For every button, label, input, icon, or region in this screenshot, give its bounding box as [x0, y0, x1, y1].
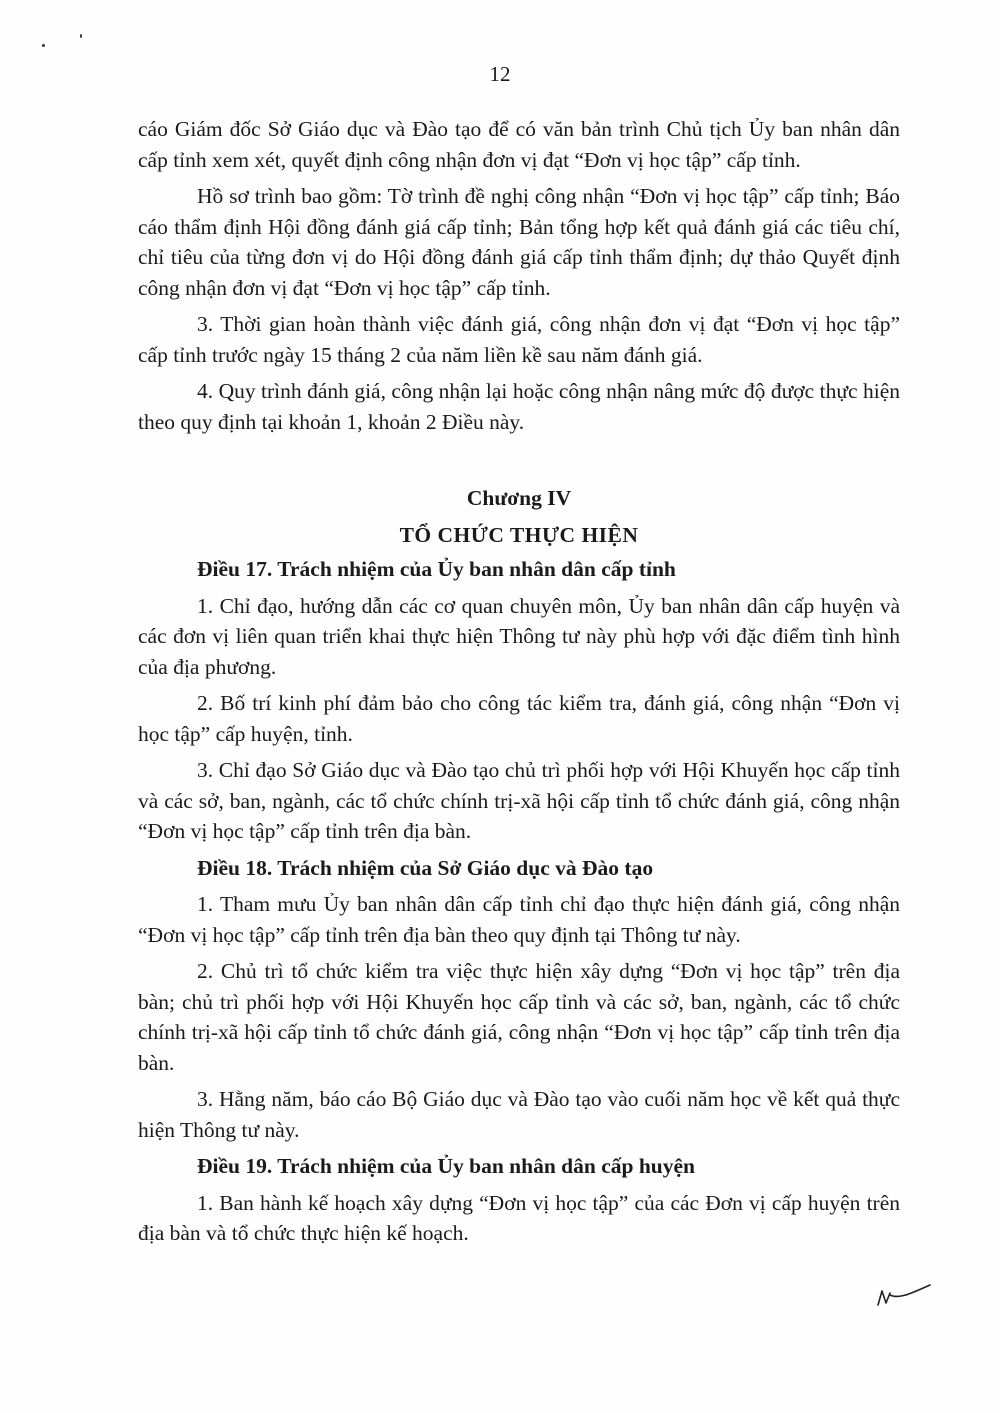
article-17-title: Điều 17. Trách nhiệm của Ủy ban nhân dân cấp tỉnh: [197, 557, 676, 581]
article-18-item-3: 3. Hằng năm, báo cáo Bộ Giáo dục và Đào tạo vào cuối năm học về kết quả thực hiện Thông tư này.: [138, 1087, 900, 1142]
article-19-item-1: 1. Ban hành kế hoạch xây dựng “Đơn vị học tập” của các Đơn vị cấp huyện trên địa bàn và tổ chức thực hiện kế hoạch.: [138, 1190, 900, 1245]
article-17-item-1: 1. Chỉ đạo, hướng dẫn các cơ quan chuyên môn, Ủy ban nhân dân cấp huyện và các đơn vị liên quan triển khai thực hiện Thông tư này phù hợp với đặc điểm tình hình của địa phương.: [138, 593, 900, 679]
scan-speck: [42, 44, 45, 47]
article-17-item-2: 2. Bố trí kinh phí đảm bảo cho công tác kiểm tra, đánh giá, công nhận “Đơn vị học tập” cấp huyện, tỉnh.: [138, 691, 900, 746]
paragraph-continued: cáo Giám đốc Sở Giáo dục và Đào tạo để có văn bản trình Chủ tịch Ủy ban nhân dân cấp tỉnh xem xét, quyết định công nhận đơn vị đạt “Đơn vị học tập” cấp tỉnh.: [138, 117, 900, 172]
article-17-item-3: 3. Chỉ đạo Sở Giáo dục và Đào tạo chủ trì phối hợp với Hội Khuyến học cấp tỉnh và các sở, ban, ngành, các tổ chức chính trị-xã hội cấp tỉnh tổ chức đánh giá, công nhận “Đơn vị học tập” cấp tỉnh trên địa bàn.: [138, 758, 900, 843]
document-body: [138, 114, 900, 1255]
article-19-title: Điều 19. Trách nhiệm của Ủy ban nhân dân cấp huyện: [197, 1154, 696, 1178]
scan-speck: [80, 34, 82, 38]
handwritten-initials-icon: [874, 1281, 934, 1311]
paragraph-item-4: 4. Quy trình đánh giá, công nhận lại hoặc công nhận nâng mức độ được thực hiện theo quy định tại khoản 1, khoản 2 Điều này.: [138, 379, 900, 434]
paragraph-dossier: Hồ sơ trình bao gồm: Tờ trình đề nghị công nhận “Đơn vị học tập” cấp tỉnh; Báo cáo thẩm định Hội đồng đánh giá cấp tỉnh; Bản tổng hợp kết quả đánh giá các tiêu chí, chỉ tiêu của từng đơn vị do Hội đồng đánh giá cấp tỉnh thẩm định; dự thảo Quyết định công nhận đơn vị đạt “Đơn vị học tập” cấp tỉnh.: [138, 184, 900, 300]
article-18-item-2: 2. Chủ trì tổ chức kiểm tra việc thực hiện xây dựng “Đơn vị học tập” trên địa bàn; chủ trì phối hợp với Hội Khuyến học cấp tỉnh và các sở, ban, ngành, các tổ chức chính trị-xã hội cấp tỉnh tổ chức đánh giá, công nhận “Đơn vị học tập” cấp tỉnh trên địa bàn.: [138, 959, 900, 1075]
article-18-item-1: 1. Tham mưu Ủy ban nhân dân cấp tỉnh chỉ đạo thực hiện đánh giá, công nhận “Đơn vị học tập” cấp tỉnh trên địa bàn theo quy định tại Thông tư này.: [138, 892, 900, 947]
article-18-title: Điều 18. Trách nhiệm của Sở Giáo dục và Đào tạo: [197, 855, 654, 880]
chapter-title: TỔ CHỨC THỰC HIỆN: [399, 522, 639, 547]
page-number: 12: [489, 62, 511, 86]
chapter-label: Chương IV: [466, 486, 572, 510]
paragraph-item-3: 3. Thời gian hoàn thành việc đánh giá, công nhận đơn vị đạt “Đơn vị học tập” cấp tỉnh trước ngày 15 tháng 2 của năm liền kề sau năm đánh giá.: [138, 312, 900, 367]
